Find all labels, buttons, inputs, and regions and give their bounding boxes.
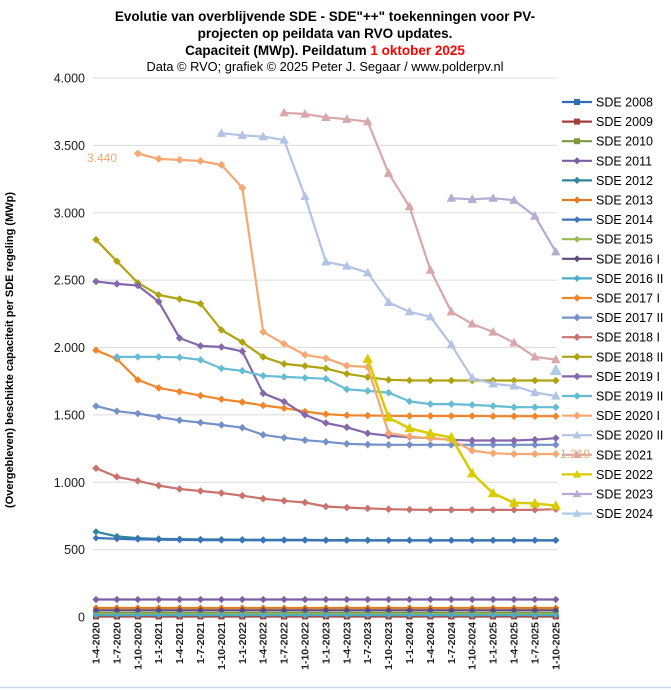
legend-label: SDE 2016 I	[596, 252, 660, 267]
legend-label: SDE 2023	[596, 487, 653, 502]
x-tick-label-1-4-2022: 1-4-2022	[257, 622, 270, 665]
legend-item-sde-2017-i	[562, 292, 660, 306]
legend-label: SDE 2017 II	[596, 311, 664, 326]
legend-label: SDE 2015	[596, 232, 653, 247]
y-tick-label-1500: 1.500	[53, 408, 85, 423]
chart-title-line3	[185, 43, 465, 58]
legend-item-sde-2023	[562, 488, 653, 502]
chart-title-line1: Evolutie van overblijvende SDE - SDE"++" toekenningen voor PV-	[114, 9, 536, 24]
x-tick-label-1-7-2025: 1-7-2025	[529, 622, 542, 665]
legend-label: SDE 2019 II	[596, 389, 664, 404]
legend-item-sde-2010	[562, 135, 653, 149]
y-tick-label-2000: 2.000	[53, 341, 85, 355]
legend-label: SDE 2020 II	[596, 428, 664, 443]
chart-title-line3-prefix: Capaciteit (MWp). Peildatum	[185, 43, 371, 58]
x-tick-label-1-10-2021: 1-10-2021	[215, 622, 228, 670]
legend-label: SDE 2011	[596, 154, 653, 169]
legend-item-sde-2011	[562, 154, 652, 168]
x-tick-label-1-4-2025: 1-4-2025	[508, 622, 521, 665]
x-tick-label-1-10-2024: 1-10-2024	[466, 622, 479, 670]
x-tick-label-1-7-2021: 1-7-2021	[195, 622, 207, 665]
legend-item-sde-2008	[562, 96, 653, 110]
x-tick-label-1-1-2023: 1-1-2023	[320, 622, 333, 665]
y-tick-label-1000: 1.000	[53, 475, 85, 490]
legend-label: SDE 2022	[596, 467, 653, 482]
series-sde-2021	[279, 108, 560, 363]
x-tick-label-1-7-2023: 1-7-2023	[362, 622, 375, 665]
legend-item-sde-2020-i	[562, 409, 660, 423]
x-tick-label-1-10-2023: 1-10-2023	[383, 622, 396, 670]
y-tick-label-2500: 2.500	[53, 273, 85, 288]
series-layer	[92, 108, 562, 620]
series-sde-2022	[362, 353, 561, 509]
x-tick-label-1-10-2022: 1-10-2022	[299, 622, 312, 670]
x-tick-label-1-4-2024: 1-4-2024	[424, 622, 437, 665]
legend-label: SDE 2020 I	[596, 409, 660, 424]
legend-label: SDE 2013	[596, 193, 653, 208]
x-tick-label-1-7-2022: 1-7-2022	[278, 622, 291, 665]
x-tick-label-1-1-2021: 1-1-2021	[153, 622, 166, 665]
x-tick-label-1-4-2021: 1-4-2021	[174, 622, 187, 665]
annotation-end-sde-2020-1: 1.210	[560, 447, 591, 461]
legend-item-sde-2014	[562, 213, 653, 227]
legend-item-sde-2016-i	[562, 252, 660, 266]
legend-item-sde-2019-ii	[562, 390, 663, 404]
legend-item-sde-2020-ii	[562, 429, 663, 443]
legend-item-sde-2009	[562, 115, 653, 129]
series-sde-2023	[447, 193, 561, 255]
x-tick-label-1-4-2020: 1-4-2020	[90, 622, 103, 665]
legend-label: SDE 2021	[596, 448, 653, 463]
annotation-start-sde-2020-1: 3.440	[87, 151, 118, 165]
y-tick-label-500: 500	[64, 543, 85, 558]
y-tick-label-0: 0	[78, 610, 85, 625]
legend-label: SDE 2018 I	[596, 330, 660, 345]
legend-label: SDE 2009	[596, 115, 653, 130]
legend-item-sde-2017-ii	[562, 311, 663, 325]
chart-credits: Data © RVO; grafiek © 2025 Peter J. Segaar / www.polderpv.nl	[146, 59, 504, 74]
legend-label: SDE 2016 II	[596, 271, 664, 286]
legend-item-sde-2012	[562, 174, 653, 188]
y-tick-label-3500: 3.500	[53, 138, 85, 153]
legend-item-sde-2024	[562, 507, 653, 521]
legend-label: SDE 2018 II	[596, 350, 664, 365]
y-axis-title: (Overgebleven) beschikte capaciteit per SDE regeling (MWp)	[4, 191, 16, 509]
x-tick-label-1-1-2022: 1-1-2022	[236, 622, 249, 665]
legend-item-sde-2013	[562, 194, 653, 208]
x-tick-label-1-1-2024: 1-1-2024	[404, 622, 416, 665]
x-tick-label-1-7-2020: 1-7-2020	[111, 622, 124, 665]
legend-item-sde-2022	[562, 468, 653, 482]
legend-item-sde-2019-i	[562, 370, 660, 384]
x-tick-label-1-1-2025: 1-1-2025	[487, 622, 500, 665]
x-tick-label-1-4-2023: 1-4-2023	[341, 622, 354, 665]
chart-title-line2: projecten op peildata van RVO updates.	[197, 26, 453, 41]
legend-item-sde-2018-i	[562, 331, 660, 345]
y-tick-label-3000: 3.000	[53, 206, 85, 221]
legend-label: SDE 2010	[596, 134, 653, 149]
legend-item-sde-2016-ii	[562, 272, 663, 286]
x-tick-label-1-10-2025: 1-10-2025	[550, 622, 563, 670]
legend-label: SDE 2024	[596, 507, 653, 522]
legend-label: SDE 2012	[596, 173, 653, 188]
legend-item-sde-2015	[562, 233, 653, 247]
legend-label: SDE 2014	[596, 213, 653, 228]
x-tick-label-1-7-2024: 1-7-2024	[445, 622, 458, 665]
legend-label: SDE 2017 I	[596, 291, 660, 306]
y-tick-label-4000: 4.000	[53, 71, 85, 86]
peildatum-highlight: 1 oktober 2025	[370, 43, 465, 58]
x-tick-label-1-10-2020: 1-10-2020	[132, 622, 145, 670]
legend-label: SDE 2008	[596, 95, 653, 110]
series-sde-2024	[550, 364, 562, 375]
legend-label: SDE 2019 I	[596, 369, 660, 384]
legend-item-sde-2018-ii	[562, 350, 663, 364]
series-sde-2011	[92, 596, 559, 603]
